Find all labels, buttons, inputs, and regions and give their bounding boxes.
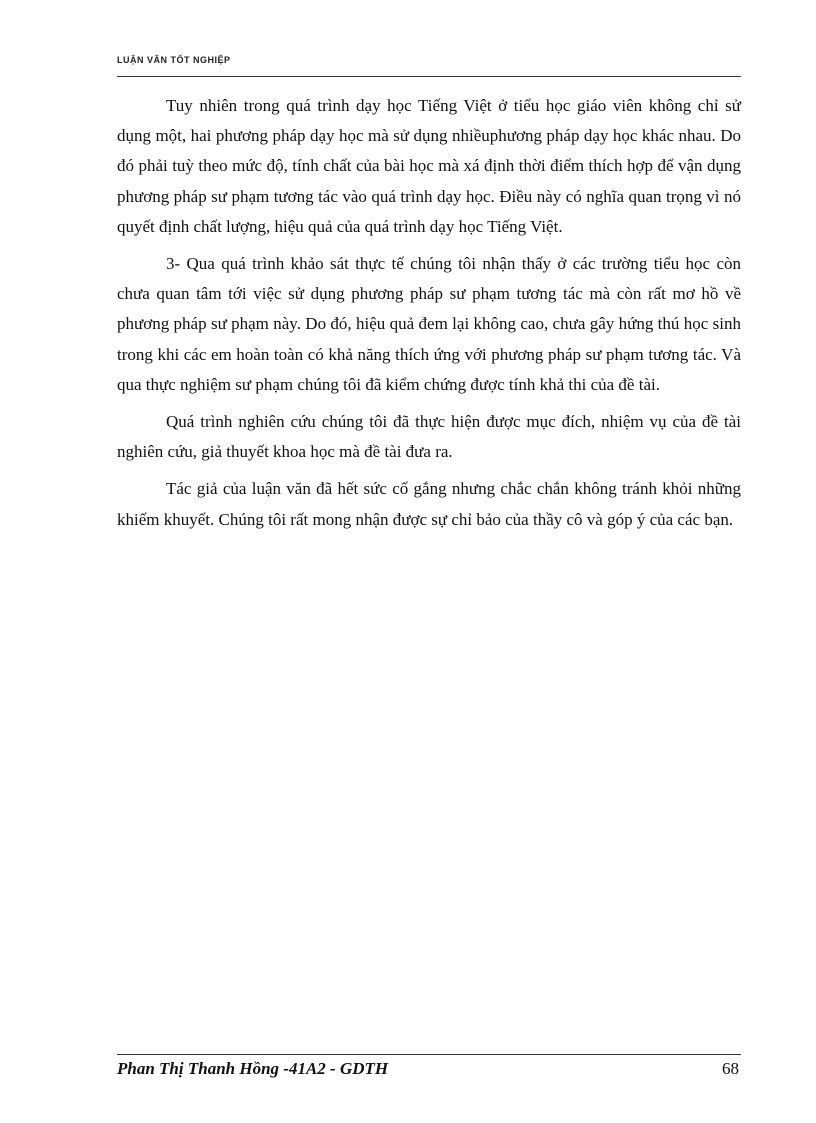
header-title: LUẬN VĂN TỐT NGHIỆP bbox=[117, 55, 231, 65]
page-header bbox=[117, 52, 741, 77]
page-number: 68 bbox=[722, 1059, 739, 1078]
body-text bbox=[117, 91, 741, 535]
footer-divider bbox=[117, 1054, 741, 1055]
paragraph-4: Tác giả của luận văn đã hết sức cố gắng nhưng chắc chắn không tránh khỏi những khiếm khuyết. Chúng tôi rất mong nhận được sự chỉ bảo của thầy cô và góp ý của các bạn. bbox=[117, 479, 741, 529]
paragraph-3: Quá trình nghiên cứu chúng tôi đã thực hiện được mục đích, nhiệm vụ của đề tài nghiên cứu, giả thuyết khoa học mà đề tài đưa ra. bbox=[117, 412, 741, 462]
paragraph-1: Tuy nhiên trong quá trình dạy học Tiếng Việt ở tiểu học giáo viên không chỉ sử dụng một, hai phương pháp dạy học mà sử dụng nhiềuphương pháp dạy học khác nhau. Do đó phải tuỳ theo mức độ, tính chất của bài học mà xá định thời điểm thích hợp để vận dụng phương pháp sư phạm tương tác vào quá trình dạy học. Điều này có nghĩa quan trọng vì nó quyết định chất lượng, hiệu quả của quá trình dạy học Tiếng Việt. bbox=[117, 96, 741, 236]
paragraph-2: 3- Qua quá trình khảo sát thực tế chúng tôi nhận thấy ở các trường tiểu học còn chưa quan tâm tới việc sử dụng phương pháp sư phạm tương tác mà còn rất mơ hồ về phương pháp sư phạm này. Do đó, hiệu quả đem lại không cao, chưa gây hứng thú học sinh trong khi các em hoàn toàn có khả năng thích ứng với phương pháp sư phạm tương tác. Và qua thực nghiệm sư phạm chúng tôi đã kiểm chứng được tính khả thi của đề tài. bbox=[117, 254, 741, 394]
footer-author: Phan Thị Thanh Hồng -41A2 - GDTH bbox=[117, 1059, 389, 1078]
